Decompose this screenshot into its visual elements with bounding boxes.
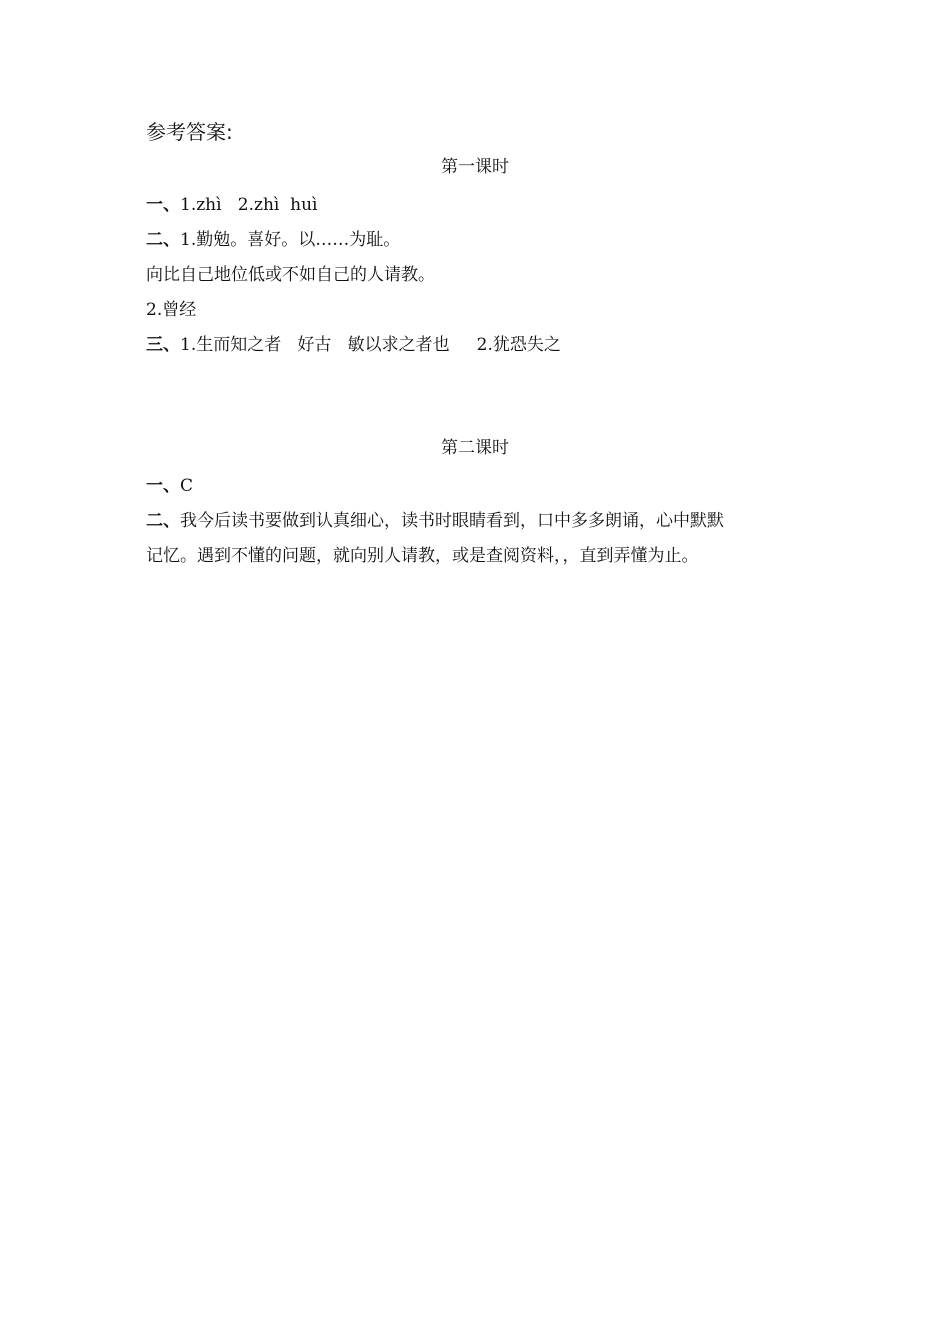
question-number: 一、	[146, 476, 180, 496]
question-number: 三、	[146, 335, 180, 355]
lesson-2-question-2	[146, 509, 724, 533]
question-number: 二、	[146, 230, 180, 250]
lesson-2-question-1	[146, 474, 193, 498]
answer-text: 1.勤勉。喜好。以……为耻。	[180, 230, 401, 250]
lesson-1-question-2-line-3: 2.曾经	[146, 300, 197, 320]
lesson-1-question-2	[146, 228, 400, 252]
lesson-1-title: 第一课时	[441, 157, 509, 177]
lesson-1-question-3	[146, 333, 561, 357]
answer-text: 我今后读书要做到认真细心，读书时眼睛看到，口中多多朗诵，心中默默	[180, 511, 724, 531]
answer-text: 1.zhì 2.zhì huì	[180, 195, 318, 215]
question-number: 一、	[146, 195, 180, 215]
lesson-1-question-2-line-2: 向比自己地位低或不如自己的人请教。	[146, 265, 435, 285]
answer-text: 1.生而知之者 好古 敏以求之者也 2.犹恐失之	[180, 335, 561, 355]
lesson-2-question-2-line-2: 记忆。遇到不懂的问题，就向别人请教，或是查阅资料，，直到弄懂为止。	[146, 546, 699, 566]
question-number: 二、	[146, 511, 180, 531]
lesson-2-title: 第二课时	[441, 438, 509, 458]
answer-text: C	[180, 476, 194, 496]
answer-key-heading: 参考答案:	[146, 120, 233, 144]
lesson-1-question-1	[146, 193, 317, 217]
